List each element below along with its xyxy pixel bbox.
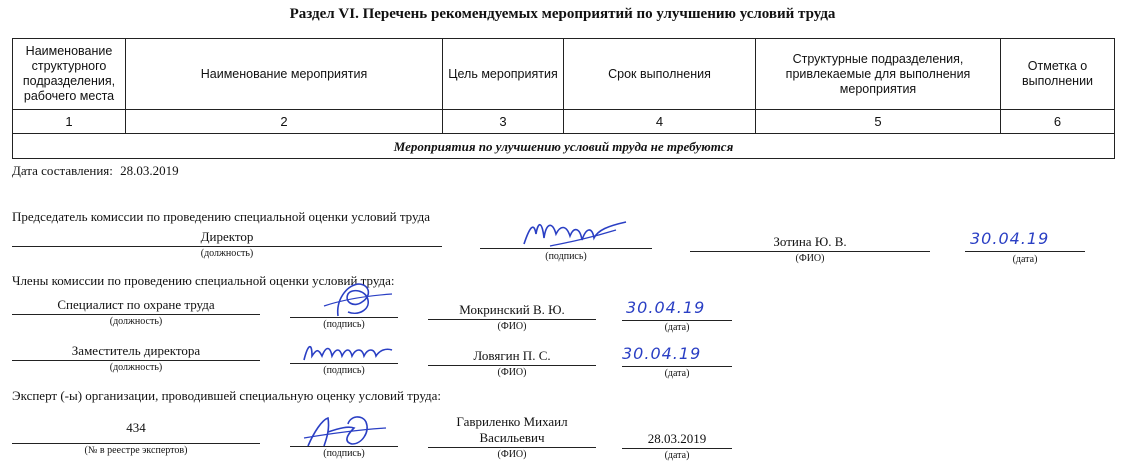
expert-registry-number: 434 — [126, 420, 146, 435]
member2-signature-icon — [300, 336, 394, 366]
chairman-signature-caption: (подпись) — [545, 251, 587, 262]
header-cell: Наименование мероприятия — [126, 39, 443, 110]
chairman-signature-line — [480, 248, 652, 249]
chairman-position: Директор — [200, 229, 254, 244]
member1-position-caption: (должность) — [109, 316, 163, 327]
expert-heading: Эксперт (-ы) организации, проводившей специальную оценку условий труда: — [12, 388, 442, 403]
expert-name — [428, 414, 596, 446]
expert-signature-caption: (подпись) — [323, 448, 365, 459]
chairman-name-line — [690, 251, 930, 252]
member1-signature-icon — [318, 280, 398, 320]
date-label: Дата составления: — [12, 163, 113, 178]
header-cell: Отметка о выполнении — [1001, 39, 1115, 110]
chairman-heading: Председатель комиссии по проведению специальной оценки условий труда — [12, 209, 431, 224]
member2-date-line — [622, 366, 732, 367]
header-cell: Наименование структурного подразделения, рабочего места — [13, 39, 126, 110]
member2-name-line — [428, 365, 596, 366]
chairman-date-line — [965, 251, 1085, 252]
member2-position-line — [12, 360, 260, 361]
chairman-position-caption: (должность) — [200, 248, 254, 259]
member1-date-handwritten: 30.04.19 — [626, 298, 706, 317]
member2-name-caption: (ФИО) — [497, 367, 527, 378]
member1-date-caption: (дата) — [664, 322, 690, 333]
member1-signature-caption: (подпись) — [323, 319, 365, 330]
chairman-position-line — [12, 246, 442, 247]
expert-name-line1: Гавриленко Михаил — [456, 414, 568, 429]
header-cell: Срок выполнения — [564, 39, 756, 110]
member2-date-caption: (дата) — [664, 368, 690, 379]
chairman-date-caption: (дата) — [1012, 254, 1038, 265]
column-number: 2 — [126, 110, 443, 134]
member2-position-caption: (должность) — [109, 362, 163, 373]
expert-registry-caption: (№ в реестре экспертов) — [84, 445, 188, 456]
member2-signature-caption: (подпись) — [323, 365, 365, 376]
expert-registry-line — [12, 443, 260, 444]
member2-signature-line — [290, 363, 398, 364]
expert-date-caption: (дата) — [664, 450, 690, 461]
expert-name-caption: (ФИО) — [497, 449, 527, 460]
header-cell: Цель мероприятия — [443, 39, 564, 110]
table-number-row — [13, 110, 1115, 134]
members-heading: Члены комиссии по проведению специальной оценки условий труда: — [12, 273, 395, 288]
chairman-date-handwritten: 30.04.19 — [970, 229, 1050, 248]
expert-signature-line — [290, 446, 398, 447]
member1-signature-line — [290, 317, 398, 318]
member2-date-handwritten: 30.04.19 — [622, 344, 702, 363]
expert-date-line — [622, 448, 732, 449]
member1-name: Мокринский В. Ю. — [459, 302, 565, 317]
table-note-row — [13, 134, 1115, 159]
column-number: 1 — [13, 110, 126, 134]
chairman-signature-icon — [520, 216, 630, 250]
column-number: 4 — [564, 110, 756, 134]
measures-table — [12, 38, 1115, 159]
chairman-name: Зотина Ю. В. — [773, 234, 847, 249]
expert-name-line2: Васильевич — [479, 430, 545, 445]
member1-name-caption: (ФИО) — [497, 321, 527, 332]
table-header-row — [13, 39, 1115, 110]
header-cell: Структурные подразделения, привлекаемые для выполнения мероприятия — [756, 39, 1001, 110]
section-title: Раздел VI. Перечень рекомендуемых мероприятий по улучшению условий труда — [289, 6, 836, 22]
member1-name-line — [428, 319, 596, 320]
member2-position: Заместитель директора — [71, 343, 201, 358]
member1-position: Специалист по охране труда — [57, 297, 215, 312]
column-number: 3 — [443, 110, 564, 134]
chairman-name-caption: (ФИО) — [795, 253, 825, 264]
member1-position-line — [12, 314, 260, 315]
no-measures-note: Мероприятия по улучшению условий труда не требуются — [13, 134, 1115, 159]
member2-name: Ловягин П. С. — [473, 348, 551, 363]
expert-date: 28.03.2019 — [647, 431, 707, 446]
member1-date-line — [622, 320, 732, 321]
date-compiled — [12, 163, 179, 179]
column-number: 5 — [756, 110, 1001, 134]
date-value: 28.03.2019 — [120, 163, 179, 178]
expert-name-line — [428, 447, 596, 448]
column-number: 6 — [1001, 110, 1115, 134]
